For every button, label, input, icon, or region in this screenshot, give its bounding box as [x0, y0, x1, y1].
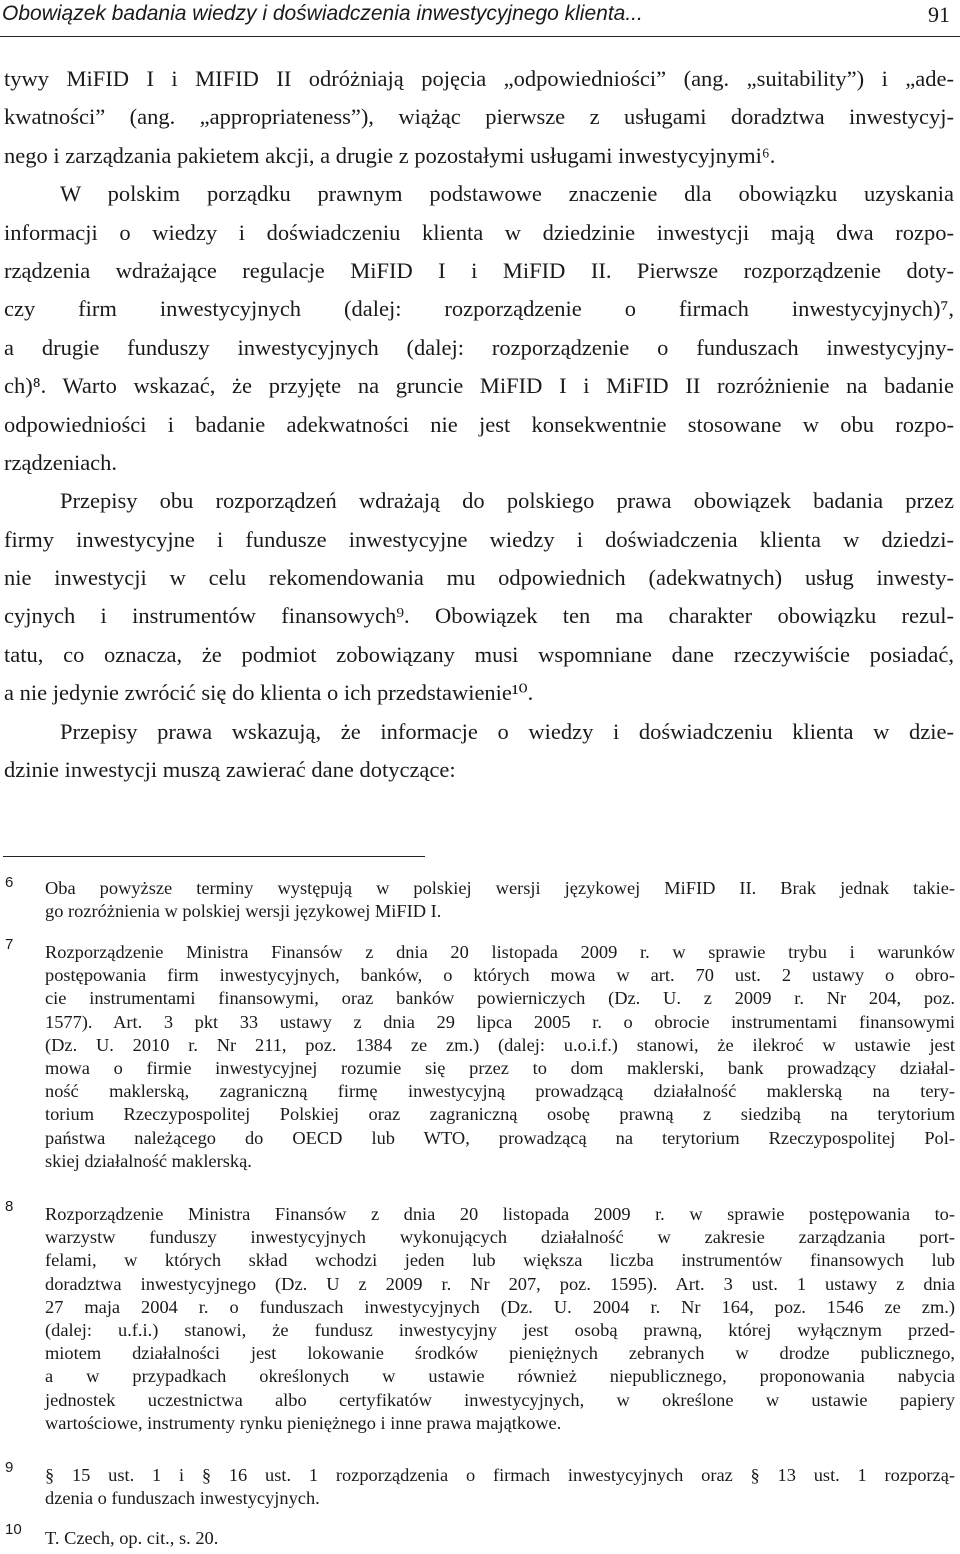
footnote-line: jednostek uczestnictwa albo certyfikatów inwestycyjnych, w określone w ustawie papiery [45, 1389, 955, 1410]
text-line: rządzenia wdrażające regulacje MiFID I i MiFID II. Pierwsze rozporządzenie doty- [4, 257, 954, 283]
text-line: Przepisy prawa wskazują, że informacje o wiedzy i doświadczeniu klienta w dzie- [60, 718, 954, 744]
running-title: Obowiązek badania wiedzy i doświadczenia inwestycyjnego klienta... [2, 2, 643, 25]
text-line: rządzeniach. [4, 449, 118, 475]
footnote-8 [45, 1203, 955, 1435]
footnote-line: państwa należącego do OECD lub WTO, prowadzącą na terytorium Rzeczypospolitej Pol- [45, 1127, 955, 1148]
text-line: informacji o wiedzy i doświadczeniu klienta w dziedzinie inwestycji mają dwa rozpo- [4, 219, 954, 245]
text-line: a drugie funduszy inwestycyjnych (dalej: rozporządzenie o funduszach inwestycyjny- [4, 334, 954, 360]
footnote-line: T. Czech, op. cit., s. 20. [45, 1528, 219, 1548]
text-line: firmy inwestycyjne i fundusze inwestycyjne wiedzy i doświadczenia klienta w dziedzi- [4, 526, 954, 552]
footnote-line: felami, w których skład wchodzi jeden lub większa liczba instrumentów finansowych lub [45, 1250, 955, 1271]
footnote-line: doradztwa inwestycyjnego (Dz. U z 2009 r. Nr 207, poz. 1595). Art. 3 ust. 1 ustawy z dnia [45, 1273, 955, 1294]
footnote-line: (Dz. U. 2010 r. Nr 211, poz. 1384 ze zm.) (dalej: u.o.i.f.) stanowi, że ilekroć w ustawie jest [45, 1034, 955, 1055]
footnote-line: postępowania firm inwestycyjnych, banków, o których mowa w art. 70 ust. 2 ustawy o obro- [45, 965, 955, 986]
text-line: dzinie inwestycji muszą zawierać dane dotyczące: [4, 757, 456, 783]
footnote-line: mowa o firmie inwestycyjnej rozumie się przez to dom maklerski, bank prowadzący działal- [45, 1057, 955, 1078]
footnote-line: go rozróżnienia w polskiej wersji językowej MiFID I. [45, 901, 442, 922]
footnote-10 [45, 1527, 955, 1550]
footnote-number: 10 [5, 1521, 22, 1538]
text-line: czy firm inwestycyjnych (dalej: rozporządzenie o firmach inwestycyjnych)⁷, [4, 296, 954, 322]
text-line: cyjnych i instrumentów finansowych⁹. Obowiązek ten ma charakter obowiązku rezul- [4, 603, 954, 629]
footnote-number: 7 [5, 936, 14, 953]
footnote-line: § 15 ust. 1 i § 16 ust. 1 rozporządzenia o firmach inwestycyjnych oraz § 13 ust. 1 rozporzą- [45, 1465, 955, 1485]
text-line: kwatności” (ang. „appropriateness”), wiążąc pierwsze z usługami doradztwa inwestycyj- [4, 104, 954, 130]
footnote-line: Oba powyższe terminy występują w polskiej wersji językowej MiFID II. Brak jednak takie- [45, 878, 955, 898]
footnote-line: miotem działalności jest lokowanie środków pieniężnych zebranych w drodze publicznego, [45, 1343, 955, 1364]
footnote-7 [45, 941, 955, 1173]
footnote-line: Rozporządzenie Ministra Finansów z dnia 20 listopada 2009 r. w sprawie trybu i warunków [45, 942, 955, 962]
running-header [0, 0, 960, 44]
footnote-line: ność maklerską, zagraniczną firmę inwestycyjną prowadzącą działalność maklerską na tery- [45, 1081, 955, 1102]
footnote-line: skiej działalność maklerską. [45, 1150, 252, 1171]
footnote-separator [3, 856, 425, 857]
footnote-line: a w przypadkach określonych w ustawie również niepublicznego, proponowania nabycia [45, 1366, 955, 1387]
text-line: tywy MiFID I i MIFID II odróżniają pojęcia „odpowiedniości” (ang. „suitability”) i „ade- [4, 66, 954, 91]
footnote-line: torium Rzeczypospolitej Polskiej oraz zagraniczną osobę prawną z siedzibą na terytorium [45, 1104, 955, 1125]
text-line: tatu, co oznacza, że podmiot zobowiązany musi wspomniane dane rzeczywiście posiadać, [4, 641, 954, 667]
text-line: nego i zarządzania pakietem akcji, a drugie z pozostałymi usługami inwestycyjnymi⁶. [4, 142, 776, 168]
footnote-line: Rozporządzenie Ministra Finansów z dnia 20 listopada 2009 r. w sprawie postępowania to- [45, 1204, 955, 1224]
text-line: odpowiedniości i badanie adekwatności nie jest konsekwentnie stosowane w obu rozpo- [4, 411, 954, 437]
footnote-6 [45, 877, 955, 923]
footnote-number: 8 [5, 1198, 14, 1215]
footnote-line: cie instrumentami finansowymi, oraz banków powierniczych (Dz. U. z 2009 r. Nr 204, poz. [45, 988, 955, 1009]
header-rule [0, 36, 960, 37]
text-line: nie inwestycji w celu rekomendowania mu odpowiednich (adekwatnych) usług inwesty- [4, 565, 954, 591]
main-text [4, 60, 954, 789]
footnote-line: wartościowe, instrumenty rynku pieniężnego i inne prawa majątkowe. [45, 1412, 562, 1433]
footnote-number: 6 [5, 874, 14, 891]
text-line: Przepisy obu rozporządzeń wdrażają do polskiego prawa obowiązek badania przez [60, 488, 954, 514]
footnote-line: 1577). Art. 3 pkt 33 ustawy z dnia 29 lipca 2005 r. o obrocie instrumentami finansowymi [45, 1011, 955, 1032]
text-line: W polskim porządku prawnym podstawowe znaczenie dla obowiązku uzyskania [60, 181, 954, 207]
page-number: 91 [928, 2, 950, 27]
footnote-line: dzenia o funduszach inwestycyjnych. [45, 1488, 320, 1509]
footnote-line: 27 maja 2004 r. o funduszach inwestycyjnych (Dz. U. 2004 r. Nr 164, poz. 1546 ze zm.) [45, 1296, 955, 1317]
footnote-number: 9 [5, 1459, 14, 1476]
text-line: ch)⁸. Warto wskazać, że przyjęte na gruncie MiFID I i MiFID II rozróżnienie na badanie [4, 373, 954, 399]
footnote-line: (dalej: u.f.i.) stanowi, że fundusz inwestycyjny jest osobą prawną, której wyłącznym przed- [45, 1319, 955, 1340]
footnote-9 [45, 1464, 955, 1510]
text-line: a nie jedynie zwrócić się do klienta o ich przedstawienie¹⁰. [4, 680, 534, 706]
footnote-line: warzystw funduszy inwestycyjnych wykonujących działalność w zakresie zarządzania port- [45, 1227, 955, 1248]
